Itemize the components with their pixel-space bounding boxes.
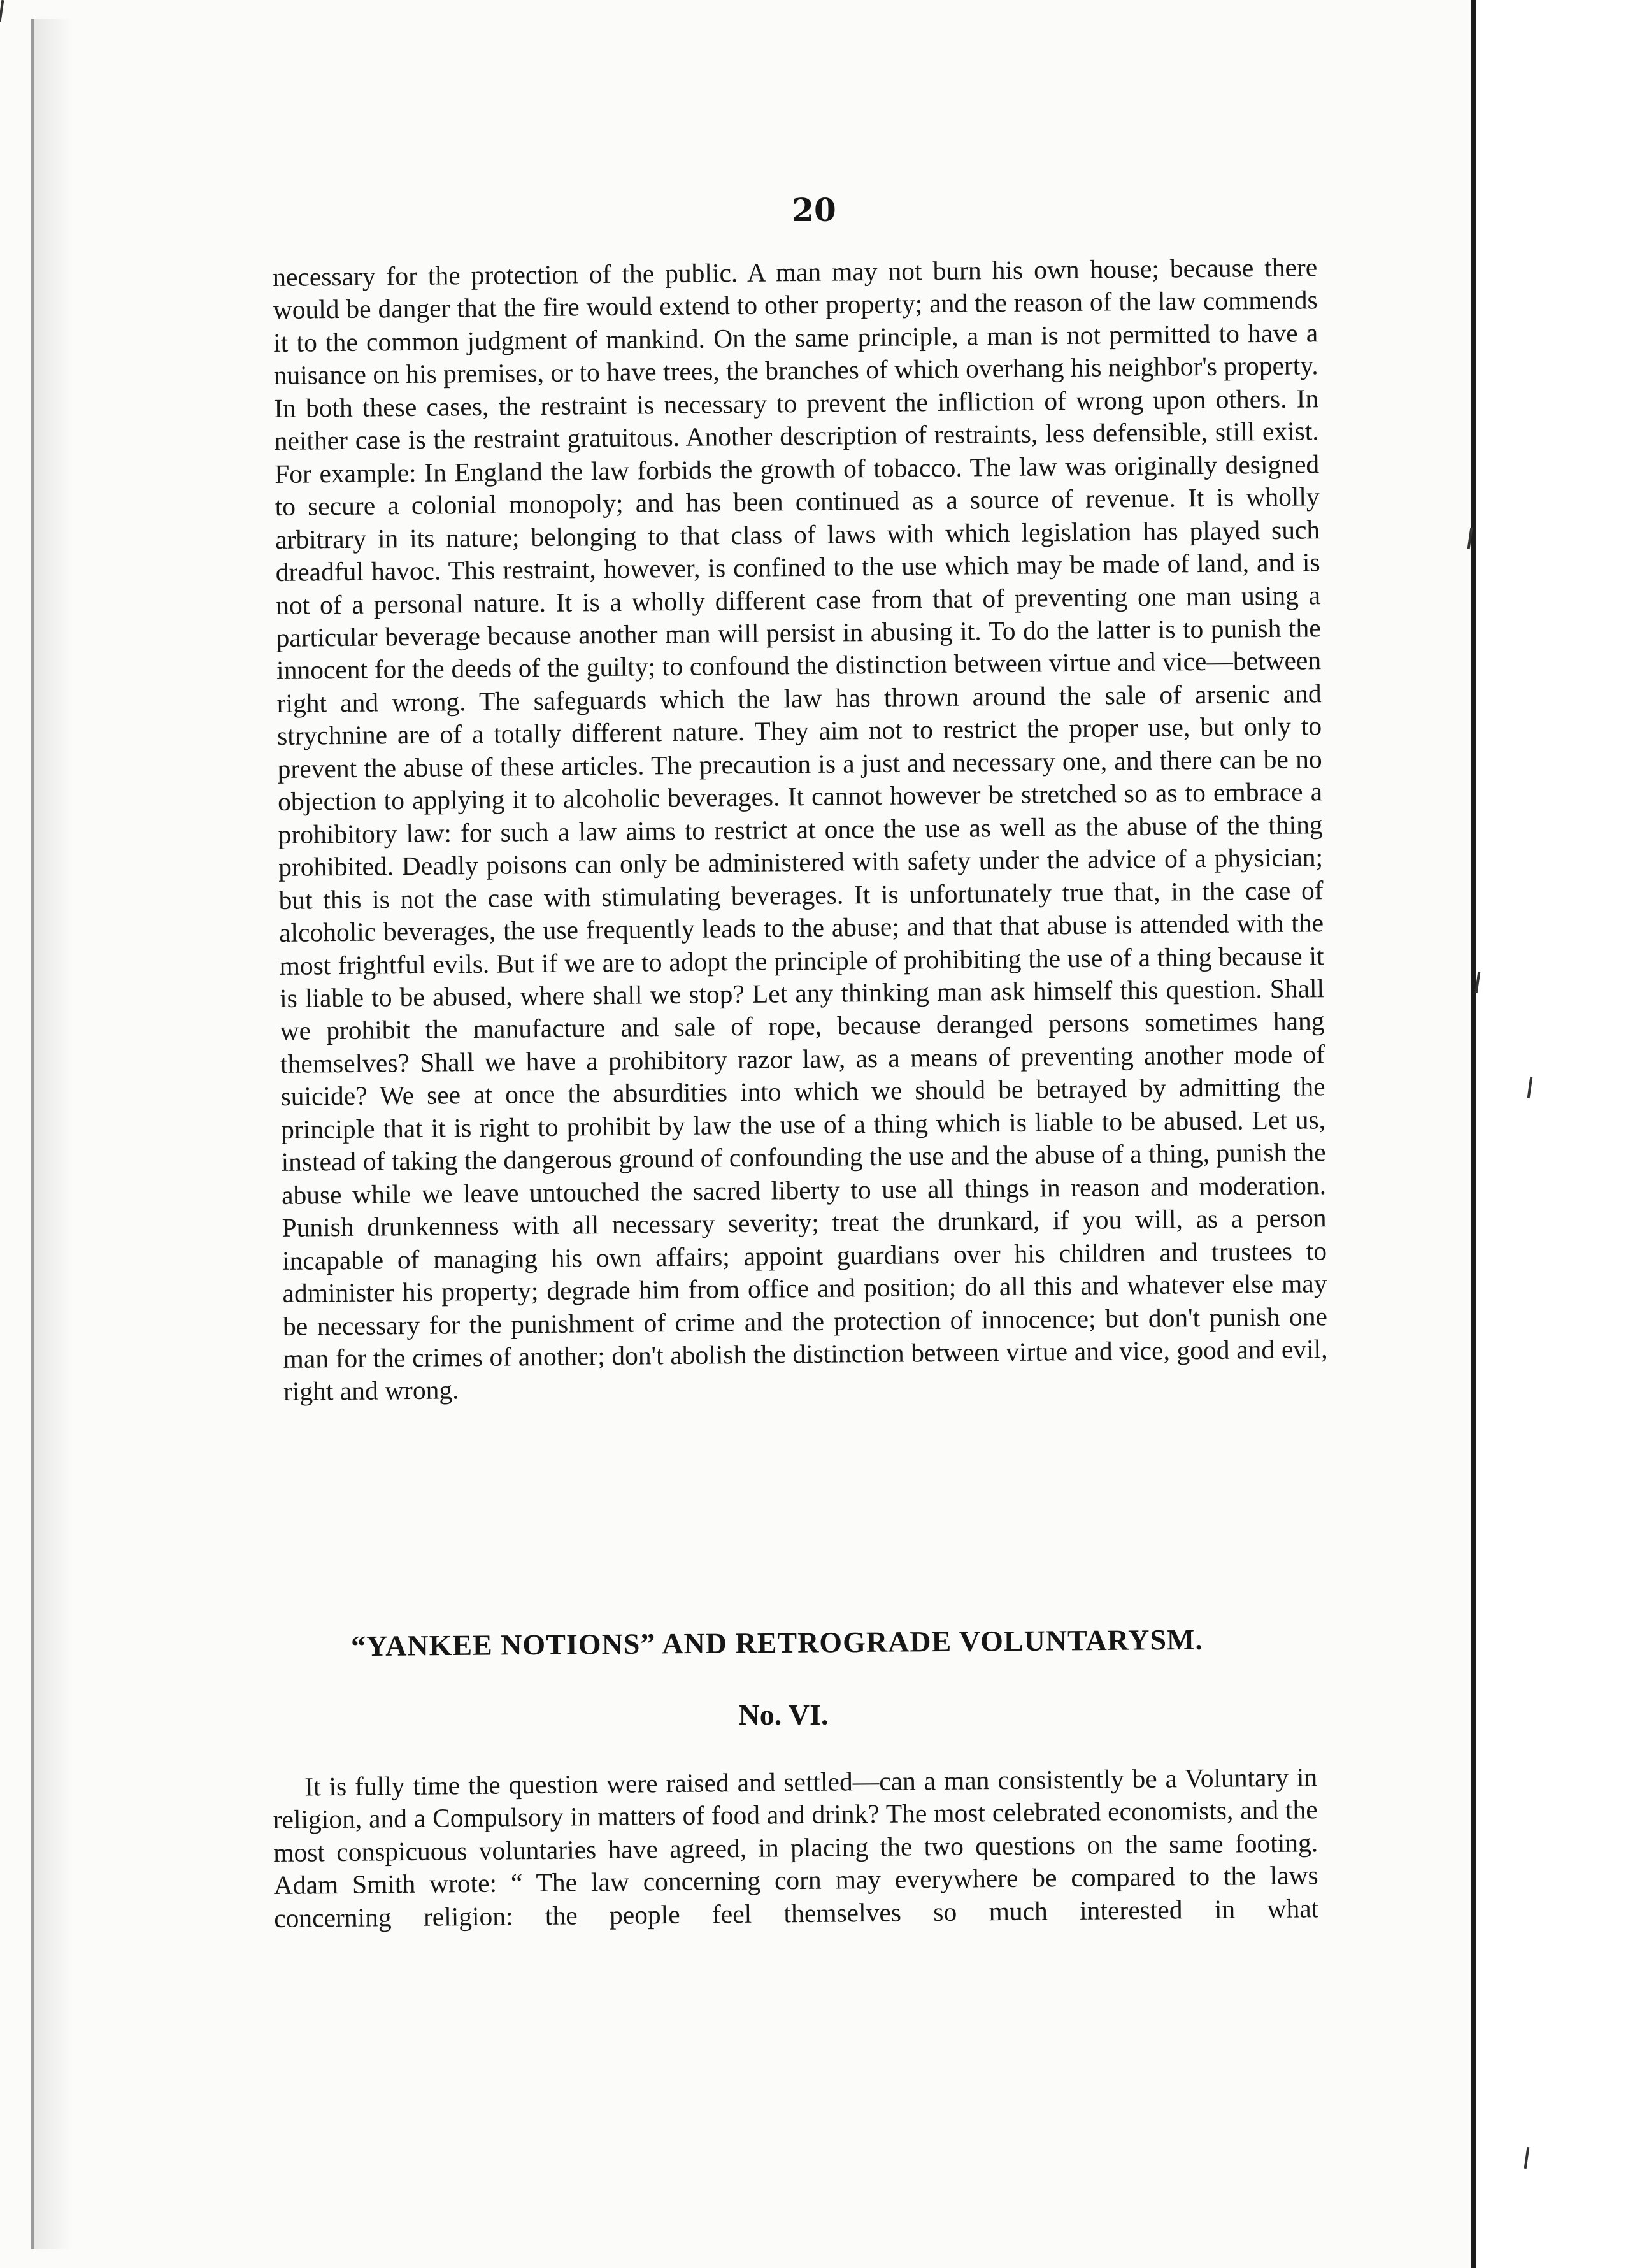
binding-shadow [34, 19, 73, 2249]
paragraph-text: necessary for the protection of the public. A man may not burn his own house; because there would be danger that the fire would extend to other property; and the reason of the law commends it to the common judgment of mankind. On the same principle, a man is not permitted to have a nuisance on his premises, or to have trees, the branches of which overhang his neighbor's property. In both these cases, the restraint is necessary to prevent the infliction of wrong upon others. In neither case is the restraint gratuitous. Another description of restraints, less defensible, still exist. For example: In England the law forbids the growth of tobacco. The law was originally designed to secure a colonial monopoly; and has been continued as a source of revenue. It is wholly arbitrary in its nature; belonging to that class of laws with which legislation has played such dreadful havoc. This restraint, however, is confined to the use which may be made of land, and is not of a personal nature. It is a wholly different case from that of preventing one man using a particular beverage because another man will persist in abusing it. To do the latter is to punish the innocent for the deeds of the guilty; to confound the distinction between virtue and vice—between right and wrong. The safeguards which the law has thrown around the sale of arsenic and strychnine are of a totally different nature. They aim not to restrict the proper use, but only to prevent the abuse of these articles. The precaution is a just and necessary one, and there can be no objection to applying it to alcoholic beverages. It cannot however be stretched so as to embrace a prohibitory law: for such a law aims to restrict at once the use as well as the abuse of the thing prohibited. Deadly poisons can only be administered with safety under the advice of a physician; but this is not the case with stimulating beverages. It is unfortunately true that, in the case of alcoholic beverages, the use frequently leads to the abuse; and that that abuse is attended with the most frightful evils. But if we are to adopt the principle of prohibiting the use of a thing because it is liable to be abused, where shall we stop? Let any thinking man ask himself this question. Shall we prohibit the manufacture and sale of rope, because deranged persons sometimes hang themselves? Shall we have a prohibitory razor law, as a means of preventing another mode of suicide? We see at once the absurdities into which we should be betrayed by admitting the principle that it is right to prohibit by law the use of a thing which is liable to be abused. Let us, instead of taking the dangerous ground of confounding the use and the abuse of a thing, punish the abuse while we leave untouched the sacred liberty to use all things in reason and moderation. Punish drunkenness with all necessary severity; treat the drunkard, if you will, as a person incapable of managing his own affairs; appoint guardians over his children and trustees to administer his property; degrade him from office and position; do all this and whatever else may be necessary for the punishment of crime and the protection of innocence; but don't punish one man for the crimes of another; don't abolish the distinction between virtue and vice, good and evil, right and wrong. [273, 252, 1328, 1407]
page-number: 20 [792, 191, 836, 229]
page-left-edge [31, 19, 34, 2249]
margin-mark [0, 0, 4, 22]
section-heading: “YANKEE NOTIONS” AND RETROGRADE VOLUNTARYSM. [350, 1623, 1204, 1663]
body-paragraph [273, 251, 1328, 1409]
section-number: No. VI. [738, 1698, 829, 1731]
page-right-edge [1471, 0, 1476, 2268]
adjacent-page-strip [1476, 0, 1628, 2268]
section-paragraph [273, 1761, 1318, 1935]
paragraph-text: It is fully time the question were raised and settled—can a man consistently be a Voluntary in religion, and a Compulsory in matters of food and drink? The most celebrated economists, and the most conspicuous voluntaries have agreed, in placing the two questions on the same footing. Adam Smith wrote: “ The law concerning corn may everywhere be compared to the laws concerning religion: the people feel themselves so much interested in what [273, 1762, 1319, 1933]
